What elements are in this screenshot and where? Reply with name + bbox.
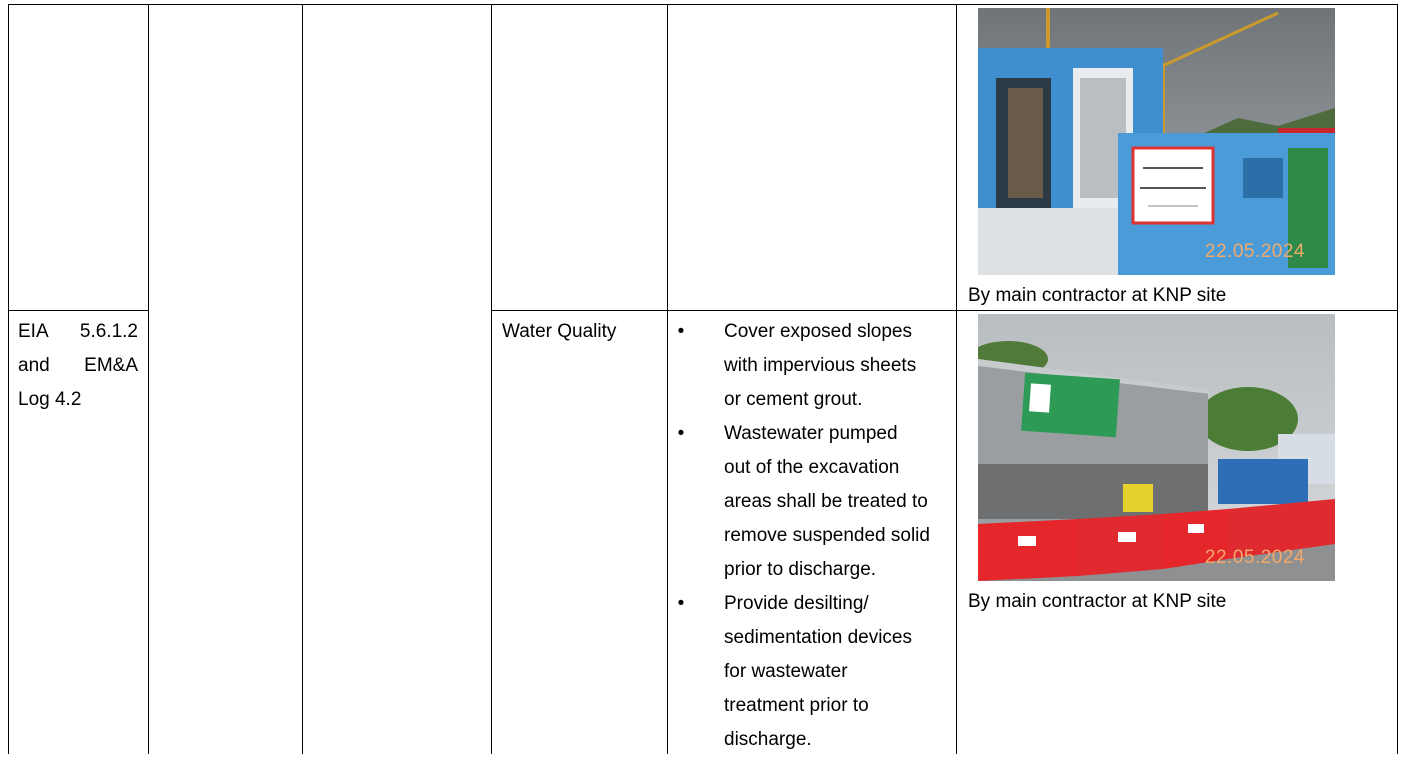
- list-item: • Provide desilting/ sedimentation devices for wastewater treatment prior to discharge.: [676, 587, 948, 757]
- mitigation-measures-list: [676, 315, 948, 757]
- table-left-border: [8, 4, 9, 754]
- bullet-icon: •: [677, 593, 685, 614]
- photo-date-stamp: 22.05.2024: [1204, 547, 1305, 568]
- environmental-aspect: Water Quality: [502, 321, 617, 342]
- table-right-border: [1397, 4, 1398, 754]
- wastewater-treatment-photo: [978, 314, 1335, 581]
- photo-caption: By main contractor at KNP site: [968, 285, 1227, 306]
- column-divider: [148, 4, 149, 754]
- eia-reference: [18, 315, 138, 417]
- column-divider: [956, 4, 957, 754]
- column-divider: [491, 4, 492, 754]
- table-top-border: [8, 4, 1398, 5]
- list-item: • Wastewater pumped out of the excavation areas shall be treated to remove suspended solid prior to discharge.: [676, 417, 948, 587]
- list-item: • Cover exposed slopes with impervious sheets or cement grout.: [676, 315, 948, 417]
- photo-caption: By main contractor at KNP site: [968, 591, 1227, 612]
- site-office-photo: [978, 8, 1335, 275]
- bullet-icon: •: [677, 423, 685, 444]
- reference-line: and EM&A: [18, 355, 138, 376]
- column-divider: [667, 4, 668, 754]
- bullet-icon: •: [677, 321, 685, 342]
- reference-line: EIA 5.6.1.2: [18, 321, 138, 342]
- reference-line: Log 4.2: [18, 389, 82, 410]
- row-divider: [8, 310, 148, 311]
- photo-date-stamp: 22.05.2024: [1204, 241, 1305, 262]
- row-divider: [491, 310, 1398, 311]
- column-divider: [302, 4, 303, 754]
